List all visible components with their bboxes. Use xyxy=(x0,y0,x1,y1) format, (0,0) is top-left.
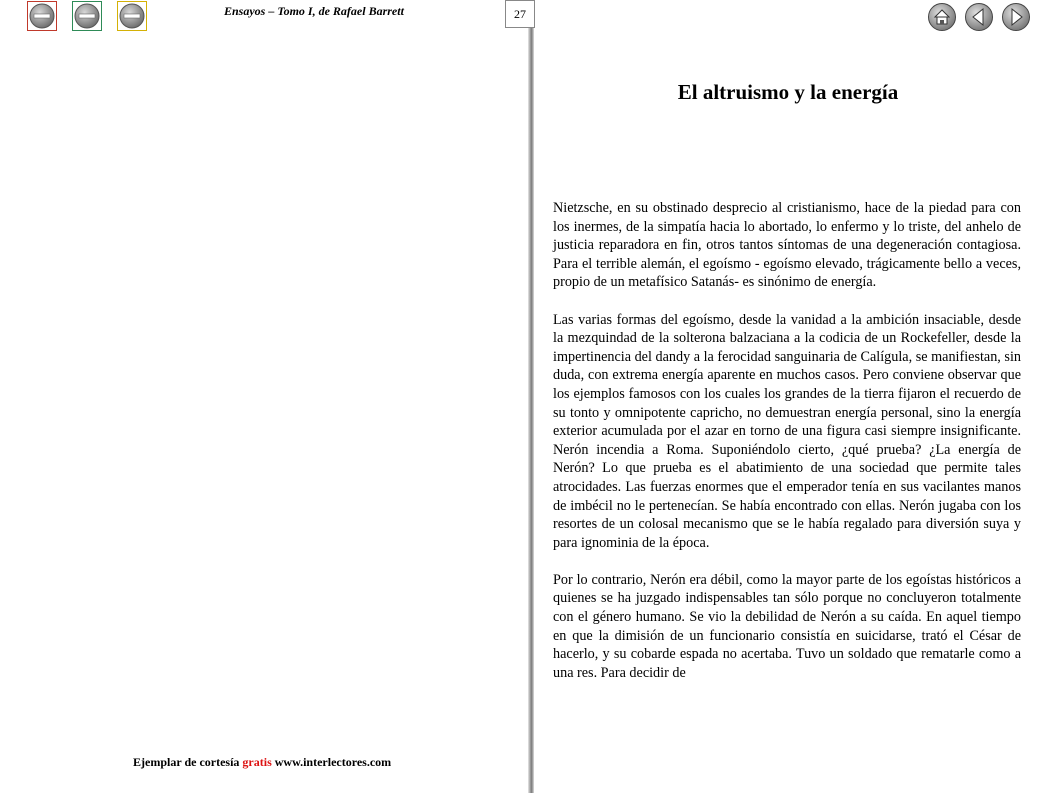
footer-gratis: gratis xyxy=(242,755,272,769)
minus-button-red[interactable] xyxy=(27,1,57,31)
arrow-left-icon xyxy=(964,2,994,32)
minus-icon xyxy=(118,2,146,30)
footer-note xyxy=(133,755,391,770)
paragraph: Las varias formas del egoísmo, desde la vanidad a la ambición insaciable, desde la mezquindad de la solterona balzaciana a la codicia de un Rockefeller, desde la impertinencia del dandy a la ferocidad sanguinaria de Calígula, se manifiestan, sin duda, con extrema energía aparente en muchos casos. Pero conviene observar que los ejemplos famosos con los cuales los grandes de la tierra fijaron el recuerdo de su tonto y omnipotente capricho, no demuestran energía personal, sino la energía exterior acumulada por el azar en torno de una figura casi siempre insignificante. Nerón incendia a Roma. Suponiéndolo cierto, ¿qué prueba? ¿La energía de Nerón? Lo que prueba es el abatimiento de una sociedad que permite tales atrocidades. Las fuerzas enormes que el emperador tenía en sus vacilantes manos de imbécil no le pertenecían. Se había encontrado con ellas. Nerón jugaba con los resortes de un colosal mecanismo que se le había regalado para diversión suya y para ignominia de la época. xyxy=(553,311,1021,551)
arrow-right-icon xyxy=(1001,2,1031,32)
minus-icon xyxy=(28,2,56,30)
chapter-body xyxy=(553,199,1021,682)
paragraph: Nietzsche, en su obstinado desprecio al cristianismo, hace de la piedad para con los inermes, de la simpatía hacia lo abortado, lo enfermo y lo triste, del anhelo de justicia reparadora en fin, otros tantos síntomas de una degeneración contagiosa. Para el terrible alemán, el egoísmo - egoísmo elevado, trágicamente bello a veces, propio de un metafísico Satanás- es sinónimo de energía. xyxy=(553,200,1021,291)
footer-prefix: Ejemplar de cortesía xyxy=(133,755,240,769)
home-button[interactable] xyxy=(927,2,957,32)
next-page-button[interactable] xyxy=(1001,2,1031,32)
previous-page-button[interactable] xyxy=(964,2,994,32)
book-title: Ensayos – Tomo I, de Rafael Barrett xyxy=(224,4,404,18)
minus-button-yellow[interactable] xyxy=(117,1,147,31)
home-icon xyxy=(927,2,957,32)
paragraph: Por lo contrario, Nerón era débil, como la mayor parte de los egoístas históricos a quienes se ha juzgado indispensables tan sólo porque no concluyeron totalmente con el género humano. Se vio la debilidad de Nerón a su caída. En aquel tiempo en que la dimisión de un funcionario consistía en suicidarse, trató el César de hacerlo, y su cobarde espada no acertaba. Tuvo un soldado que rematarle como a una res. Para decidir de xyxy=(553,571,1021,681)
footer-website-link[interactable]: www.interlectores.com xyxy=(274,755,392,769)
minus-icon xyxy=(73,2,101,30)
chapter-title: El altruismo y la energía xyxy=(677,80,899,104)
page-spine-divider xyxy=(528,28,534,793)
minus-button-green[interactable] xyxy=(72,1,102,31)
page-number: 27 xyxy=(505,0,535,28)
